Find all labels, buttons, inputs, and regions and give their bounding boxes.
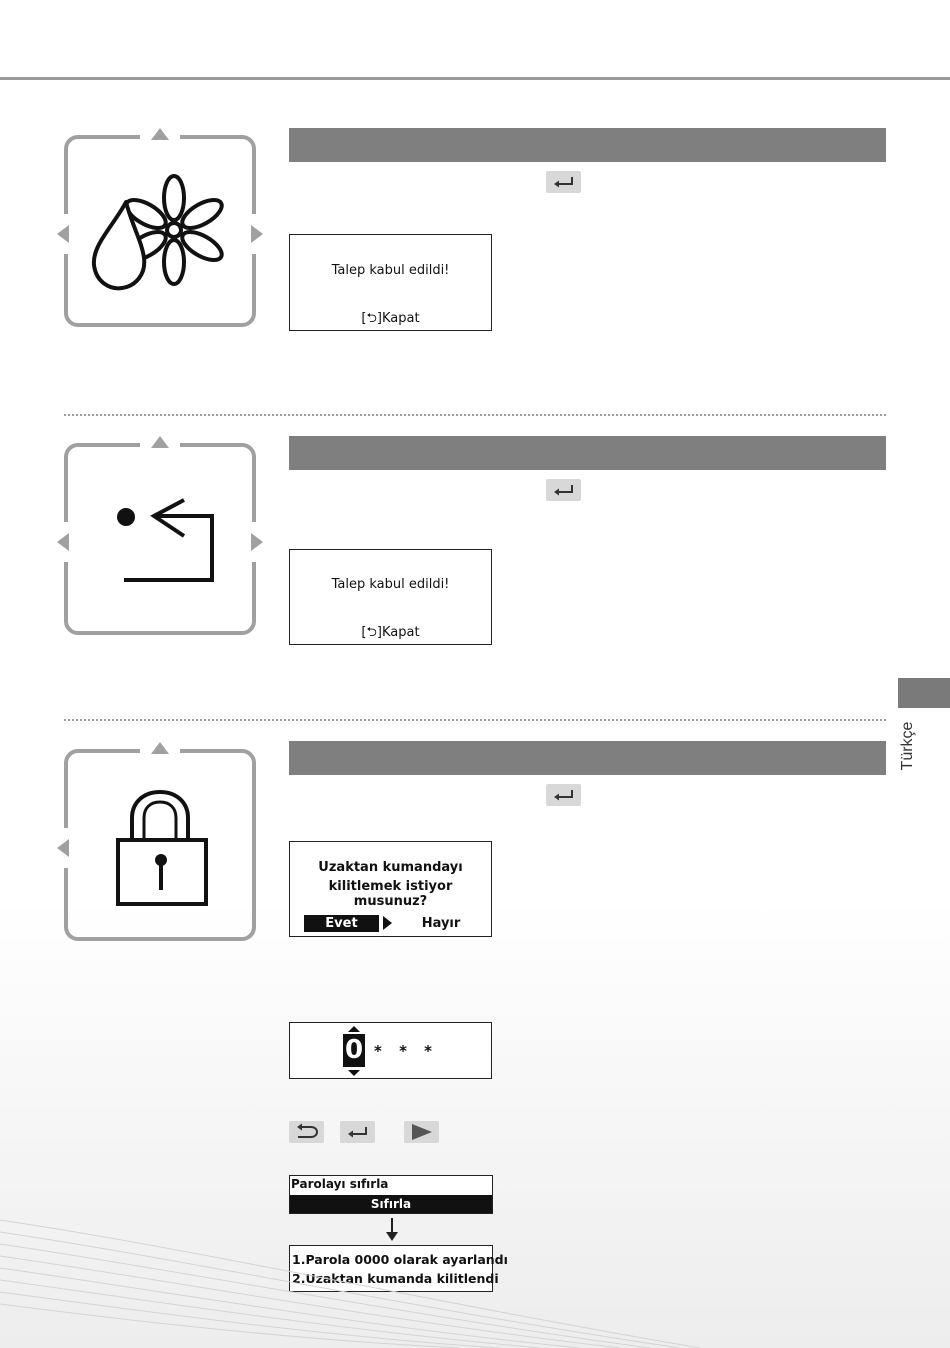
digit-up-icon[interactable]: [348, 1026, 360, 1032]
drop-snowflake-icon: [64, 130, 256, 322]
digit-down-icon[interactable]: [348, 1070, 360, 1076]
result-line-1: 1.Parola 0000 olarak ayarlandı: [292, 1252, 508, 1267]
language-tab: [898, 678, 950, 708]
enter-key-icon: [546, 479, 581, 501]
right-arrow-key-icon: [404, 1121, 439, 1143]
section-divider: [64, 719, 886, 721]
password-entry-dialog: [289, 1022, 492, 1079]
close-label: [⮌]Kapat: [361, 625, 420, 640]
yes-option[interactable]: Evet: [304, 915, 379, 932]
no-option[interactable]: Hayır: [421, 916, 461, 931]
decorative-swoosh: [0, 1180, 700, 1348]
section-header-bar: [289, 741, 886, 775]
section-divider: [64, 414, 886, 416]
enter-key-icon: [340, 1121, 375, 1143]
top-rule: [0, 77, 950, 80]
padlock-icon: [64, 744, 256, 936]
enter-key-icon: [546, 171, 581, 193]
lock-question-line2: kilitlemek istiyor musunuz?: [328, 879, 453, 909]
request-accepted-dialog: [289, 234, 492, 331]
dialog-message: Talep kabul edildi!: [331, 263, 450, 278]
language-label: Türkçe: [899, 721, 916, 771]
dialog-message: Talep kabul edildi!: [331, 577, 450, 592]
password-masked-digits: * * *: [374, 1042, 438, 1060]
reset-button[interactable]: Sıfırla: [290, 1195, 492, 1213]
password-digit[interactable]: 0: [344, 1035, 364, 1065]
selection-arrow-icon: [383, 916, 392, 930]
enter-key-icon: [546, 784, 581, 806]
result-line-2: 2.Uzaktan kumanda kilitlendi: [292, 1271, 499, 1286]
section-header-bar: [289, 436, 886, 470]
request-accepted-dialog: [289, 549, 492, 645]
close-label: [⮌]Kapat: [361, 311, 420, 326]
section-header-bar: [289, 128, 886, 162]
lock-question-line1: Uzaktan kumandayı: [318, 860, 463, 875]
back-key-icon: [289, 1121, 324, 1143]
lock-confirm-dialog: [289, 841, 492, 937]
reset-menu-title: Parolayı sıfırla: [291, 1177, 389, 1191]
dot-return-arrow-icon: [64, 438, 256, 630]
